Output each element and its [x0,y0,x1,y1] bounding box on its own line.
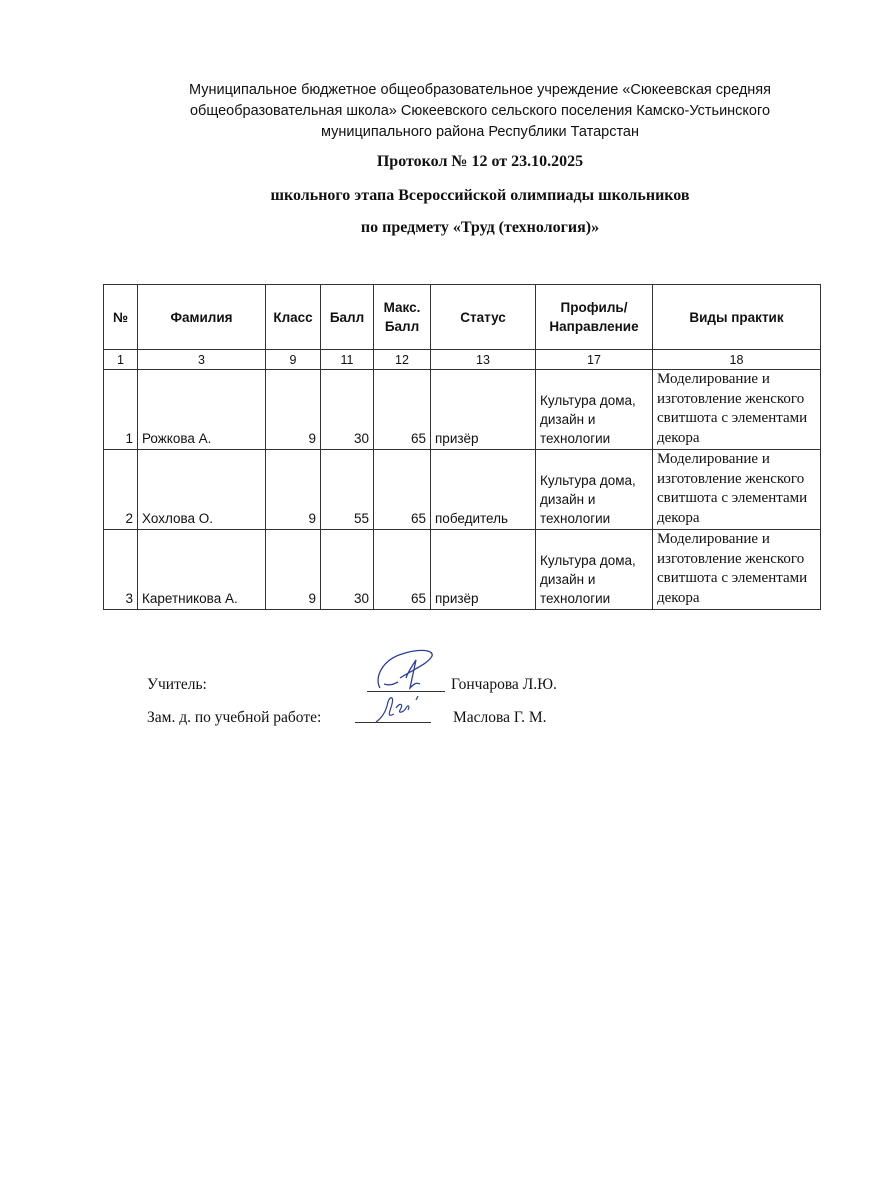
org-line-1: Муниципальное бюджетное общеобразовательное учреждение «Сюкеевская средняя [189,82,771,98]
table-row [104,450,821,530]
grade: 9 [266,450,321,530]
status: призёр [431,530,536,610]
col-score: Балл [321,285,374,350]
col-max-score: Макс. Балл [374,285,431,350]
teacher-name: Гончарова Л.Ю. [451,676,557,693]
max-score: 65 [374,530,431,610]
col-profile: Профиль/ Направление [536,285,653,350]
row-number: 1 [104,370,138,450]
profile: Культура дома, дизайн и технологии [536,370,653,450]
olympiad-stage: школьного этапа Всероссийской олимпиады школьников [270,187,690,204]
col-number: № [104,285,138,350]
score: 30 [321,370,374,450]
table-header-row [104,285,821,350]
subject-title: по предмету «Труд (технология)» [360,219,600,236]
deputy-signature-icon [372,692,432,726]
table-row [104,530,821,610]
max-score: 65 [374,370,431,450]
index-cell: 3 [138,350,266,370]
row-number: 3 [104,530,138,610]
status: победитель [431,450,536,530]
org-line-3: муниципального района Республики Татарстан [320,124,639,140]
surname: Рожкова А. [138,370,266,450]
deputy-name: Маслова Г. М. [453,709,547,726]
index-cell: 17 [536,350,653,370]
status: призёр [431,370,536,450]
index-cell: 13 [431,350,536,370]
deputy-label: Зам. д. по учебной работе: [147,709,322,726]
index-cell: 9 [266,350,321,370]
column-index-row [104,350,821,370]
col-grade: Класс [266,285,321,350]
index-cell: 18 [653,350,821,370]
results-table [103,284,821,610]
teacher-signature-icon [372,648,442,696]
index-cell: 1 [104,350,138,370]
profile: Культура дома, дизайн и технологии [536,450,653,530]
practice: Моделирование и изготовление женского свитшота с элементами декора [653,450,821,530]
col-practice: Виды практик [653,285,821,350]
practice: Моделирование и изготовление женского свитшота с элементами декора [653,370,821,450]
index-cell: 11 [321,350,374,370]
table-row [104,370,821,450]
practice: Моделирование и изготовление женского свитшота с элементами декора [653,530,821,610]
org-line-2: общеобразовательная школа» Сюкеевского сельского поселения Камско-Устьинского [189,103,771,119]
surname: Каретникова А. [138,530,266,610]
index-cell: 12 [374,350,431,370]
score: 55 [321,450,374,530]
score: 30 [321,530,374,610]
teacher-label: Учитель: [147,676,207,693]
row-number: 2 [104,450,138,530]
profile: Культура дома, дизайн и технологии [536,530,653,610]
col-surname: Фамилия [138,285,266,350]
grade: 9 [266,530,321,610]
organization-name [150,80,810,143]
col-status: Статус [431,285,536,350]
surname: Хохлова О. [138,450,266,530]
max-score: 65 [374,450,431,530]
grade: 9 [266,370,321,450]
protocol-title: Протокол № 12 от 23.10.2025 [376,153,584,170]
